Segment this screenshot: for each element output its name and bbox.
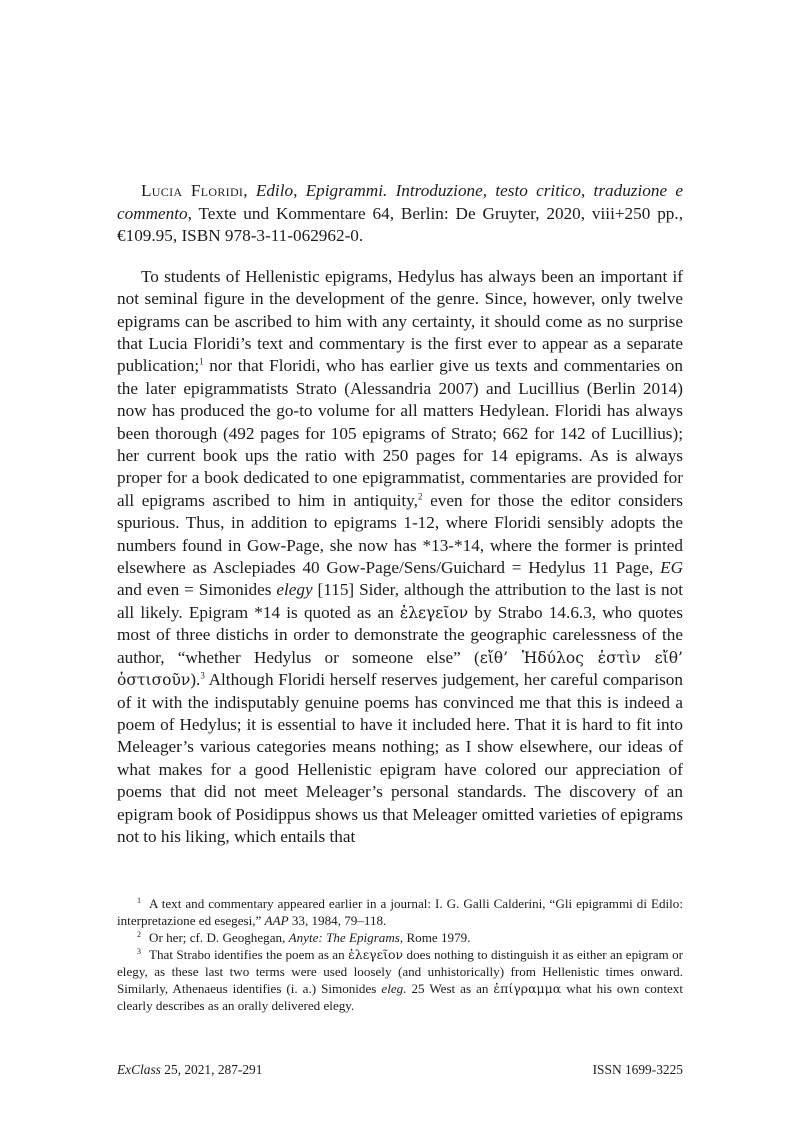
- footnote-italic: eleg.: [381, 981, 407, 996]
- footnote-ref-3: 3: [200, 670, 205, 681]
- body-text-7: ).: [190, 670, 201, 690]
- footnote-2: [117, 929, 683, 946]
- footnote-3: [117, 946, 683, 1014]
- footnote-text: does nothing to distinguish it as either an epigram or elegy, as these last two terms were used loosely (and unhistorically) from Hellenistic times onward. Similarly, Athenaeus identifies (i. a.) Simonides: [117, 947, 684, 996]
- footer-journal-ref: [117, 1062, 262, 1078]
- main-content: [117, 180, 683, 848]
- footnote-italic: AAP: [264, 913, 289, 928]
- footnote-italic: Anyte: The Epigrams: [288, 930, 400, 945]
- footer-issn: ISSN 1699-3225: [592, 1062, 683, 1077]
- citation-title: Edilo, Epigrammi. Introduzione, testo critico, traduzione e commento: [117, 181, 683, 223]
- body-text-4: and even = Simonides: [117, 580, 277, 600]
- footnote-1: [117, 895, 683, 929]
- footnote-ref-2: 2: [417, 491, 423, 502]
- body-text-2: nor that Floridi, who has earlier give us texts and commentaries on the later epigrammatists Strato (Alessandria 2007) and Lucillius (Berlin 2014) now has produced the go-to volume for all matters Hedylean. Floridi has always been thorough (492 pages for 105 epigrams of Strato; 662 for 142 of Lucillius); her current book ups the ratio with 250 pages for 14 epigrams. As is always proper for a book dedicated to one epigrammatist, commentaries are provided for all epigrams ascribed to him in antiquity,: [117, 356, 683, 510]
- body-text-6: by Strabo 14.6.3, who quotes most of three distichs in order to demonstrate the geographic carelessness of the author, “whether Hedylus or someone else” (: [117, 602, 683, 667]
- body-text-1: To students of Hellenistic epigrams, Hedylus has always been an important if not seminal figure in the development of the genre. Since, however, only twelve epigrams can be ascribed to him with any certainty, it should come as no surprise that Lucia Floridi’s text and commentary is the first ever to appear as a separate publication;: [117, 266, 683, 376]
- footnote-greek: ἐλεγεῖον: [348, 947, 404, 962]
- footnote-text: 25 West as an: [406, 981, 494, 996]
- body-italic-elegy: elegy: [276, 580, 313, 600]
- page-footer: [117, 1062, 683, 1078]
- footnote-number: 1: [137, 895, 141, 905]
- footnote-text: , Rome 1979.: [399, 930, 471, 945]
- body-text-5: [115] Sider, although the attribution to the last is not all likely. Epigram *14 is quoted as an: [117, 580, 684, 622]
- footnote-number: 3: [137, 946, 141, 956]
- footnote-text: That Strabo identifies the poem as an: [149, 947, 349, 962]
- greek-text-2: εἴθ’ Ἡδύλος ἐστὶν εἴθ’ ὁστισοῦν: [117, 648, 683, 690]
- footer-journal: ExClass: [117, 1062, 161, 1077]
- citation-author: Lucia Floridi: [141, 181, 244, 200]
- footnote-greek: ἐπίγραμμα: [493, 981, 562, 996]
- footnote-text: 33, 1984, 79–118.: [288, 913, 387, 928]
- footnotes: [117, 895, 683, 1014]
- body-paragraph: [117, 266, 683, 849]
- footnote-ref-1: 1: [199, 356, 204, 367]
- footer-volume: 25, 2021, 287-291: [160, 1062, 263, 1077]
- footnote-number: 2: [137, 929, 141, 939]
- footnote-text: Or her; cf. D. Geoghegan,: [149, 930, 289, 945]
- body-text-8: Although Floridi herself reserves judgement, her careful comparison of it with the indisputably genuine poems has convinced me that this is indeed a poem of Hedylus; it is essential to have it included here. That it is hard to fit into Meleager’s various categories means nothing; as I show elsewhere, our ideas of what makes for a good Hellenistic epigram have colored our appreciation of poems that did not meet Meleager’s personal standards. The discovery of an epigram book of Posidippus shows us that Meleager omitted varieties of epigrams not to his liking, which entails that: [117, 670, 683, 846]
- greek-text-1: ἐλεγεῖον: [399, 603, 469, 622]
- body-italic-eg: EG: [660, 558, 683, 578]
- review-citation: Lucia Floridi, Edilo, Epigrammi. Introduzione, testo critico, traduzione e commento, Texte und Kommentare 64, Berlin: De Gruyter, 2020, viii+250 pp., €109.95, ISBN 978-3-11-062962-0.: [117, 181, 683, 246]
- citation-details: , Texte und Kommentare 64, Berlin: De Gruyter, 2020, viii+250 pp., €109.95, ISBN 978-3-11-062962-0.: [117, 203, 683, 246]
- footnote-text: what his own context clearly describes as an orally delivered elegy.: [117, 981, 683, 1013]
- body-text-3: even for those the editor considers spurious. Thus, in addition to epigrams 1-12, where Floridi sensibly adopts the numbers found in Gow-Page, she now has *13-*14, where the former is printed elsewhere as Asclepiades 40 Gow-Page/Sens/Guichard = Hedylus 11 Page,: [117, 490, 683, 578]
- footnote-text: A text and commentary appeared earlier in a journal: I. G. Galli Calderini, “Gli epigrammi di Edilo: interpretazione ed esegesi,”: [117, 896, 683, 928]
